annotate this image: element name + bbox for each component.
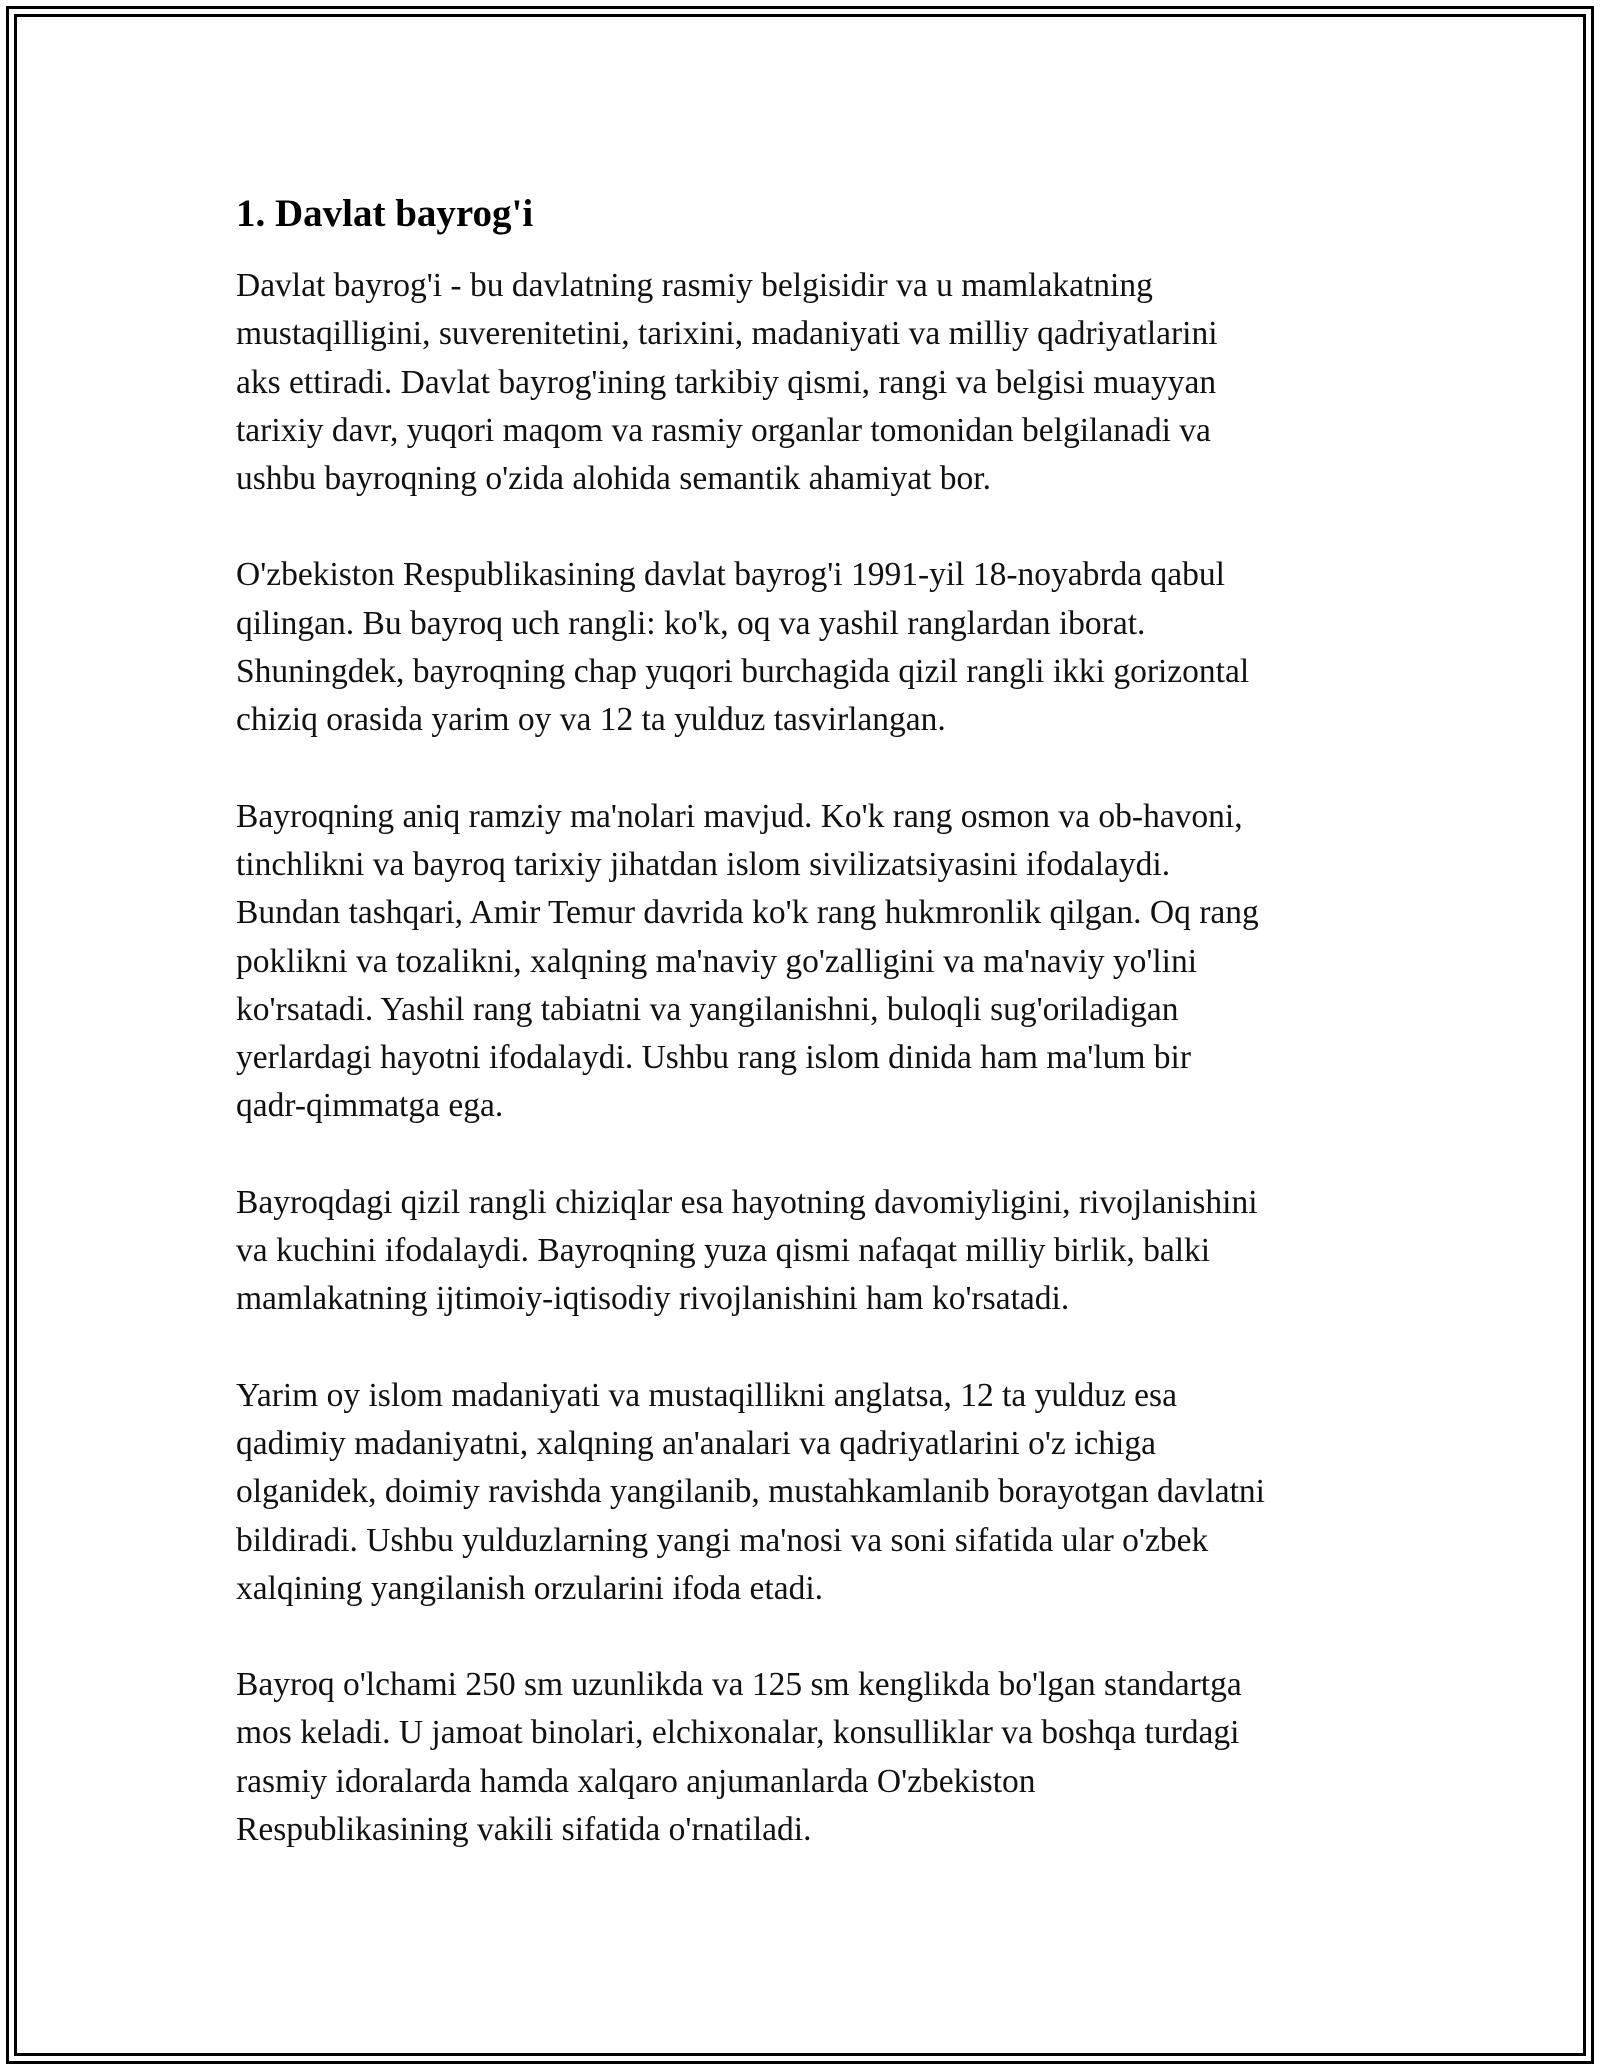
paragraph-line: Bayroqdagi qizil rangli chiziqlar esa hayotning davomiyligini, rivojlanishini	[236, 1183, 1258, 1221]
paragraph-line: Shuningdek, bayroqning chap yuqori burchagida qizil rangli ikki gorizontal	[236, 653, 1250, 691]
paragraph-line: mustaqilligini, suverenitetini, tarixini, madaniyati va milliy qadriyatlarini	[236, 315, 1218, 353]
paragraph-line: Bayroq o'lchami 250 sm uzunlikda va 125 sm kenglikda bo'lgan standartga	[236, 1666, 1242, 1704]
paragraph	[236, 1372, 1366, 1613]
paragraph-line: qadr-qimmatga ega.	[236, 1087, 504, 1125]
paragraph-line: chiziq orasida yarim oy va 12 ta yulduz tasvirlangan.	[236, 701, 946, 739]
paragraph-line: Yarim oy islom madaniyati va mustaqillikni anglatsa, 12 ta yulduz esa	[236, 1376, 1177, 1414]
paragraph-line: qilingan. Bu bayroq uch rangli: ko'k, oq va yashil ranglardan iborat.	[236, 604, 1146, 642]
paragraph-line: O'zbekiston Respublikasining davlat bayrog'i 1991-yil 18-noyabrda qabul	[236, 556, 1225, 594]
section-heading: 1. Davlat bayrog'i	[236, 192, 534, 235]
paragraph-line: tinchlikni va bayroq tarixiy jihatdan islom sivilizatsiyasini ifodalaydi.	[236, 845, 1171, 883]
paragraph-line: tarixiy davr, yuqori maqom va rasmiy organlar tomonidan belgilanadi va	[236, 411, 1211, 449]
paragraph	[236, 793, 1366, 1131]
paragraph-line: ko'rsatadi. Yashil rang tabiatni va yangilanishni, buloqli sug'oriladigan	[236, 990, 1179, 1028]
paragraph-line: ushbu bayroqning o'zida alohida semantik ahamiyat bor.	[236, 460, 991, 498]
paragraph-line: va kuchini ifodalaydi. Bayroqning yuza qismi nafaqat milliy birlik, balki	[236, 1232, 1211, 1270]
paragraph-line: poklikni va tozalikni, xalqning ma'naviy go'zalligini va ma'naviy yo'lini	[236, 942, 1198, 980]
paragraph-line: yerlardagi hayotni ifodalaydi. Ushbu rang islom dinida ham ma'lum bir	[236, 1039, 1191, 1077]
paragraph-line: Bundan tashqari, Amir Temur davrida ko'k rang hukmronlik qilgan. Oq rang	[236, 894, 1259, 932]
paragraph	[236, 1661, 1366, 1854]
paragraph-line: olganidek, doimiy ravishda yangilanib, mustahkamlanib borayotgan davlatni	[236, 1473, 1265, 1511]
paragraph	[236, 1179, 1366, 1324]
paragraph-line: aks ettiradi. Davlat bayrog'ining tarkibiy qismi, rangi va belgisi muayyan	[236, 363, 1217, 401]
paragraph	[236, 262, 1366, 503]
document-body	[236, 190, 1366, 1902]
paragraph	[236, 551, 1366, 744]
paragraph-line: mos keladi. U jamoat binolari, elchixonalar, konsulliklar va boshqa turdagi	[236, 1714, 1240, 1752]
paragraph-line: Respublikasining vakili sifatida o'rnatiladi.	[236, 1811, 812, 1849]
paragraph-line: xalqining yangilanish orzularini ifoda etadi.	[236, 1569, 824, 1607]
paragraph-line: rasmiy idoralarda hamda xalqaro anjumanlarda O'zbekiston	[236, 1762, 1036, 1800]
paragraph-line: Bayroqning aniq ramziy ma'nolari mavjud. Ko'k rang osmon va ob-havoni,	[236, 797, 1243, 835]
paragraph-list	[236, 262, 1366, 1854]
paragraph-line: bildiradi. Ushbu yulduzlarning yangi ma'nosi va soni sifatida ular o'zbek	[236, 1521, 1209, 1559]
paragraph-line: qadimiy madaniyatni, xalqning an'analari va qadriyatlarini o'z ichiga	[236, 1424, 1156, 1462]
paragraph-line: Davlat bayrog'i - bu davlatning rasmiy belgisidir va u mamlakatning	[236, 267, 1153, 304]
paragraph-line: mamlakatning ijtimoiy-iqtisodiy rivojlanishini ham ko'rsatadi.	[236, 1280, 1070, 1318]
